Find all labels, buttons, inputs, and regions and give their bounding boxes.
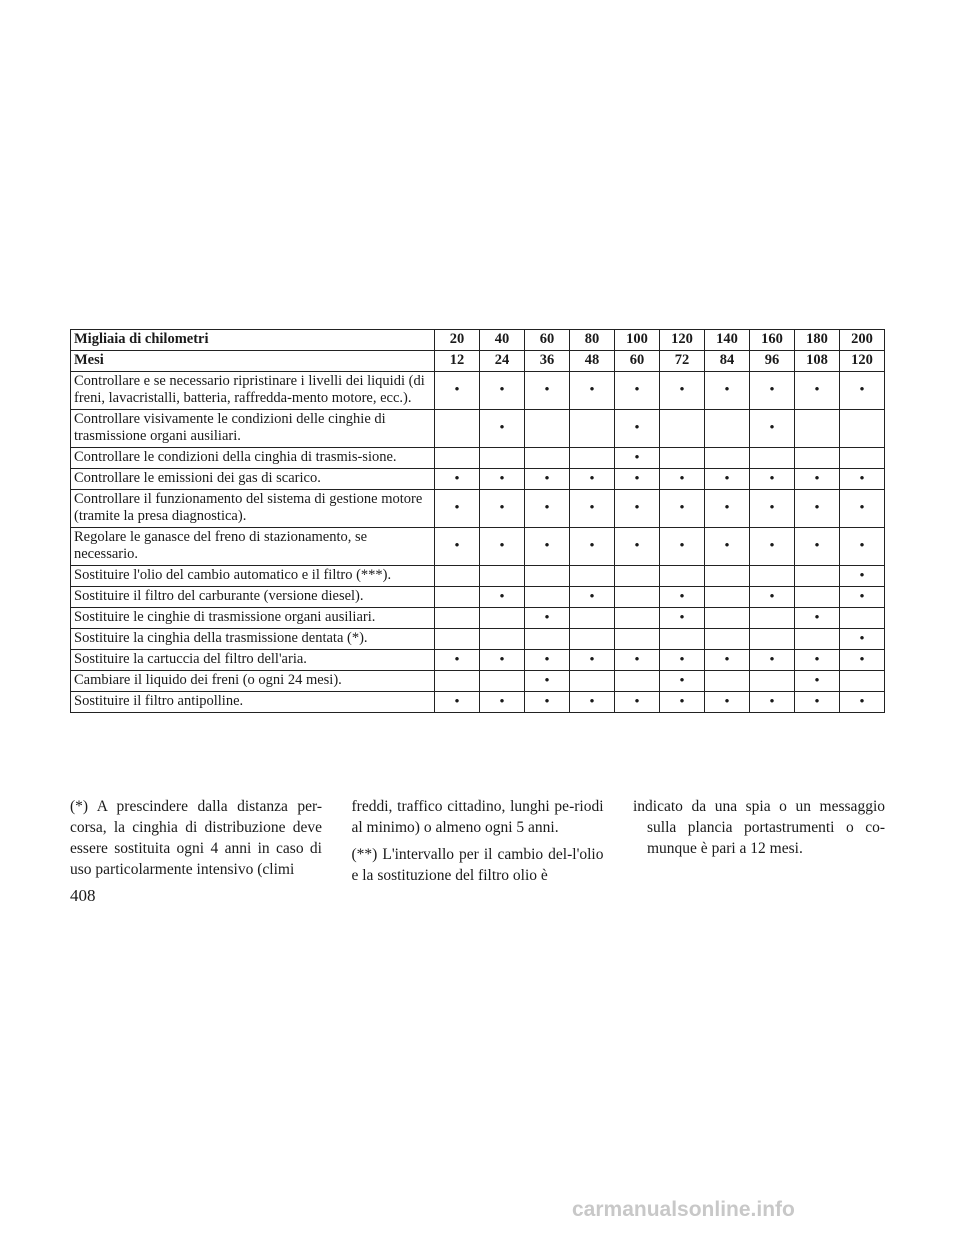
header-km-value: 40 <box>480 330 525 351</box>
empty-cell <box>840 448 885 469</box>
scheduled-bullet: • <box>480 528 525 566</box>
empty-cell <box>795 566 840 587</box>
empty-cell <box>525 587 570 608</box>
empty-cell <box>480 608 525 629</box>
scheduled-bullet: • <box>570 650 615 671</box>
footnote-text: (**) L'intervallo per il cambio del-l'olio e la sostituzione del filtro olio è <box>351 846 604 884</box>
empty-cell <box>615 671 660 692</box>
schedule-row <box>71 608 885 629</box>
empty-cell <box>480 629 525 650</box>
header-months-value: 24 <box>480 351 525 372</box>
footnote-text: (*) A prescindere dalla distanza per-corsa, la cinghia di distribuzione deve essere sostituita ogni 4 anni in caso di uso particolarmente intensivo (climi <box>70 798 322 878</box>
schedule-row <box>71 566 885 587</box>
header-km-value: 20 <box>435 330 480 351</box>
empty-cell <box>705 671 750 692</box>
scheduled-bullet: • <box>705 528 750 566</box>
empty-cell <box>570 671 615 692</box>
scheduled-bullet: • <box>840 650 885 671</box>
empty-cell <box>570 608 615 629</box>
scheduled-bullet: • <box>840 587 885 608</box>
header-months-label: Mesi <box>71 351 435 372</box>
scheduled-bullet: • <box>480 372 525 410</box>
header-months-value: 72 <box>660 351 705 372</box>
scheduled-bullet: • <box>525 671 570 692</box>
empty-cell <box>525 410 570 448</box>
scheduled-bullet: • <box>435 469 480 490</box>
scheduled-bullet: • <box>660 528 705 566</box>
empty-cell <box>615 587 660 608</box>
schedule-row <box>71 372 885 410</box>
scheduled-bullet: • <box>435 490 480 528</box>
header-row-km <box>71 330 885 351</box>
scheduled-bullet: • <box>525 528 570 566</box>
header-km-value: 180 <box>795 330 840 351</box>
operation-description: Sostituire le cinghie di trasmissione organi ausiliari. <box>71 608 435 629</box>
empty-cell <box>570 566 615 587</box>
scheduled-bullet: • <box>660 587 705 608</box>
scheduled-bullet: • <box>615 448 660 469</box>
scheduled-bullet: • <box>480 587 525 608</box>
scheduled-bullet: • <box>795 469 840 490</box>
empty-cell <box>435 566 480 587</box>
empty-cell <box>705 629 750 650</box>
empty-cell <box>660 410 705 448</box>
scheduled-bullet: • <box>435 650 480 671</box>
empty-cell <box>705 566 750 587</box>
scheduled-bullet: • <box>615 372 660 410</box>
empty-cell <box>795 410 840 448</box>
empty-cell <box>480 671 525 692</box>
operation-description: Controllare il funzionamento del sistema di gestione motore (tramite la presa diagnostica). <box>71 490 435 528</box>
empty-cell <box>525 629 570 650</box>
empty-cell <box>570 629 615 650</box>
scheduled-bullet: • <box>750 528 795 566</box>
empty-cell <box>705 448 750 469</box>
scheduled-bullet: • <box>795 692 840 713</box>
header-km-value: 140 <box>705 330 750 351</box>
empty-cell <box>705 587 750 608</box>
schedule-row <box>71 587 885 608</box>
empty-cell <box>750 566 795 587</box>
operation-description: Controllare visivamente le condizioni delle cinghie di trasmissione organi ausiliari. <box>71 410 435 448</box>
scheduled-bullet: • <box>570 372 615 410</box>
scheduled-bullet: • <box>615 692 660 713</box>
empty-cell <box>660 566 705 587</box>
scheduled-bullet: • <box>660 608 705 629</box>
footnote-column-3 <box>633 796 885 892</box>
maintenance-schedule-table <box>70 329 885 713</box>
header-km-value: 100 <box>615 330 660 351</box>
empty-cell <box>570 448 615 469</box>
schedule-row <box>71 650 885 671</box>
scheduled-bullet: • <box>840 528 885 566</box>
header-months-value: 108 <box>795 351 840 372</box>
empty-cell <box>705 410 750 448</box>
scheduled-bullet: • <box>435 372 480 410</box>
scheduled-bullet: • <box>795 671 840 692</box>
empty-cell <box>525 566 570 587</box>
scheduled-bullet: • <box>840 490 885 528</box>
empty-cell <box>660 629 705 650</box>
scheduled-bullet: • <box>570 528 615 566</box>
scheduled-bullet: • <box>525 608 570 629</box>
empty-cell <box>480 566 525 587</box>
scheduled-bullet: • <box>480 692 525 713</box>
schedule-row <box>71 692 885 713</box>
footnote-text: freddi, traffico cittadino, lunghi pe-riodi al minimo) o almeno ogni 5 anni. <box>351 798 604 836</box>
scheduled-bullet: • <box>480 490 525 528</box>
empty-cell <box>435 629 480 650</box>
header-km-value: 120 <box>660 330 705 351</box>
header-km-value: 60 <box>525 330 570 351</box>
operation-description: Cambiare il liquido dei freni (o ogni 24 mesi). <box>71 671 435 692</box>
header-months-value: 60 <box>615 351 660 372</box>
scheduled-bullet: • <box>570 469 615 490</box>
empty-cell <box>435 587 480 608</box>
scheduled-bullet: • <box>705 372 750 410</box>
schedule-header <box>71 330 885 372</box>
operation-description: Controllare e se necessario ripristinare i livelli dei liquidi (di freni, lavacristalli, batteria, raffredda-mento motore, ecc.). <box>71 372 435 410</box>
footnote-column-2 <box>352 796 604 892</box>
schedule-row <box>71 448 885 469</box>
scheduled-bullet: • <box>660 469 705 490</box>
scheduled-bullet: • <box>660 692 705 713</box>
scheduled-bullet: • <box>795 650 840 671</box>
scheduled-bullet: • <box>750 372 795 410</box>
header-months-value: 96 <box>750 351 795 372</box>
operation-description: Sostituire la cartuccia del filtro dell'aria. <box>71 650 435 671</box>
empty-cell <box>480 448 525 469</box>
scheduled-bullet: • <box>660 490 705 528</box>
empty-cell <box>795 448 840 469</box>
scheduled-bullet: • <box>660 650 705 671</box>
operation-description: Sostituire il filtro antipolline. <box>71 692 435 713</box>
empty-cell <box>705 608 750 629</box>
footnote-column-1 <box>70 796 322 892</box>
schedule-row <box>71 490 885 528</box>
scheduled-bullet: • <box>525 469 570 490</box>
scheduled-bullet: • <box>615 650 660 671</box>
schedule-row <box>71 528 885 566</box>
empty-cell <box>840 671 885 692</box>
scheduled-bullet: • <box>750 692 795 713</box>
scheduled-bullet: • <box>840 692 885 713</box>
scheduled-bullet: • <box>480 650 525 671</box>
scheduled-bullet: • <box>750 469 795 490</box>
header-months-value: 48 <box>570 351 615 372</box>
scheduled-bullet: • <box>480 469 525 490</box>
scheduled-bullet: • <box>840 566 885 587</box>
empty-cell <box>795 587 840 608</box>
footnote-text: indicato da una spia o un messaggio sulla plancia portastrumenti o co-munque è pari a 12 mesi. <box>633 798 885 857</box>
scheduled-bullet: • <box>435 692 480 713</box>
scheduled-bullet: • <box>525 372 570 410</box>
empty-cell <box>435 608 480 629</box>
empty-cell <box>795 629 840 650</box>
scheduled-bullet: • <box>795 528 840 566</box>
page-number: 408 <box>70 886 96 905</box>
empty-cell <box>435 448 480 469</box>
empty-cell <box>615 566 660 587</box>
empty-cell <box>840 410 885 448</box>
scheduled-bullet: • <box>795 372 840 410</box>
scheduled-bullet: • <box>750 410 795 448</box>
scheduled-bullet: • <box>615 469 660 490</box>
scheduled-bullet: • <box>795 608 840 629</box>
empty-cell <box>570 410 615 448</box>
scheduled-bullet: • <box>840 629 885 650</box>
empty-cell <box>435 671 480 692</box>
operation-description: Controllare le condizioni della cinghia di trasmis-sione. <box>71 448 435 469</box>
empty-cell <box>525 448 570 469</box>
scheduled-bullet: • <box>840 372 885 410</box>
header-months-value: 36 <box>525 351 570 372</box>
schedule-row <box>71 469 885 490</box>
scheduled-bullet: • <box>615 528 660 566</box>
scheduled-bullet: • <box>570 587 615 608</box>
scheduled-bullet: • <box>435 528 480 566</box>
operation-description: Sostituire la cinghia della trasmissione dentata (*). <box>71 629 435 650</box>
scheduled-bullet: • <box>480 410 525 448</box>
scheduled-bullet: • <box>525 490 570 528</box>
scheduled-bullet: • <box>570 692 615 713</box>
scheduled-bullet: • <box>615 410 660 448</box>
scheduled-bullet: • <box>840 469 885 490</box>
operation-description: Controllare le emissioni dei gas di scarico. <box>71 469 435 490</box>
empty-cell <box>840 608 885 629</box>
header-km-value: 80 <box>570 330 615 351</box>
header-km-value: 200 <box>840 330 885 351</box>
scheduled-bullet: • <box>660 671 705 692</box>
empty-cell <box>750 448 795 469</box>
schedule-row <box>71 410 885 448</box>
scheduled-bullet: • <box>525 650 570 671</box>
empty-cell <box>660 448 705 469</box>
header-row-months <box>71 351 885 372</box>
header-months-value: 84 <box>705 351 750 372</box>
empty-cell <box>750 671 795 692</box>
scheduled-bullet: • <box>660 372 705 410</box>
watermark-logo: carmanualsonline.info <box>572 1198 795 1221</box>
scheduled-bullet: • <box>750 650 795 671</box>
scheduled-bullet: • <box>705 650 750 671</box>
operation-description: Regolare le ganasce del freno di stazionamento, se necessario. <box>71 528 435 566</box>
scheduled-bullet: • <box>570 490 615 528</box>
scheduled-bullet: • <box>750 587 795 608</box>
scheduled-bullet: • <box>705 469 750 490</box>
scheduled-bullet: • <box>750 490 795 528</box>
schedule-row <box>71 671 885 692</box>
header-km-value: 160 <box>750 330 795 351</box>
scheduled-bullet: • <box>525 692 570 713</box>
empty-cell <box>750 608 795 629</box>
schedule-row <box>71 629 885 650</box>
scheduled-bullet: • <box>705 692 750 713</box>
operation-description: Sostituire il filtro del carburante (versione diesel). <box>71 587 435 608</box>
header-months-value: 120 <box>840 351 885 372</box>
operation-description: Sostituire l'olio del cambio automatico e il filtro (***). <box>71 566 435 587</box>
empty-cell <box>615 629 660 650</box>
empty-cell <box>615 608 660 629</box>
footnotes <box>70 796 885 892</box>
empty-cell <box>750 629 795 650</box>
scheduled-bullet: • <box>795 490 840 528</box>
header-km-label: Migliaia di chilometri <box>71 330 435 351</box>
empty-cell <box>435 410 480 448</box>
scheduled-bullet: • <box>705 490 750 528</box>
header-months-value: 12 <box>435 351 480 372</box>
scheduled-bullet: • <box>615 490 660 528</box>
schedule-body <box>71 372 885 713</box>
